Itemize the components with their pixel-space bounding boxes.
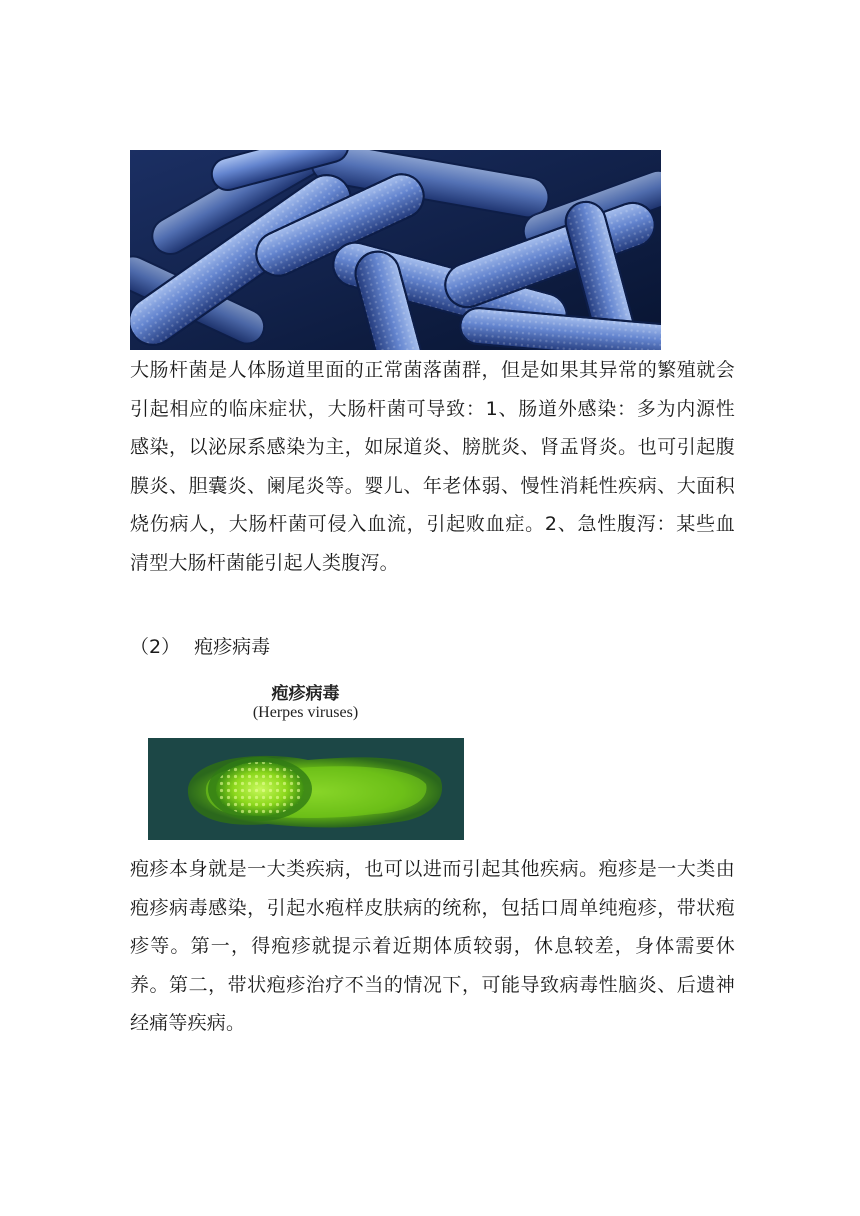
herpes-description: 疱疹本身就是一大类疾病，也可以进而引起其他疾病。疱疹是一大类由疱疹病毒感染，引起水疱样皮肤病的统称，包括口周单纯疱疹，带状疱疹等。第一，得疱疹就提示着近期体质较弱，休息较差，身体需要休养。第二，带状疱疹治疗不当的情况下，可能导致病毒性脑炎、后遗神经痛等疾病。 [130, 858, 735, 1034]
section-number: （2） [130, 636, 181, 658]
herpes-image-caption [218, 684, 393, 722]
e-coli-image [130, 150, 661, 350]
herpes-caption-english: (Herpes viruses) [252, 704, 359, 721]
section-title: 疱疹病毒 [194, 636, 271, 658]
herpes-caption-chinese: 疱疹病毒 [271, 684, 340, 704]
e-coli-bacteria-micrograph-icon [130, 150, 661, 350]
section-heading-herpes [130, 628, 270, 666]
e-coli-description: 大肠杆菌是人体肠道里面的正常菌落菌群，但是如果其异常的繁殖就会引起相应的临床症状，大肠杆菌可导致：1、肠道外感染：多为内源性感染，以泌尿系感染为主，如尿道炎、膀胱炎、肾盂肾炎。也可引起腹膜炎、胆囊炎、阑尾炎等。婴儿、年老体弱、慢性消耗性疾病、大面积烧伤病人，大肠杆菌可侵入血流，引起败血症。2、急性腹泻：某些血清型大肠杆菌能引起人类腹泻。 [130, 359, 735, 574]
herpes-virus-micrograph-icon [148, 738, 464, 840]
herpes-image [148, 684, 464, 840]
